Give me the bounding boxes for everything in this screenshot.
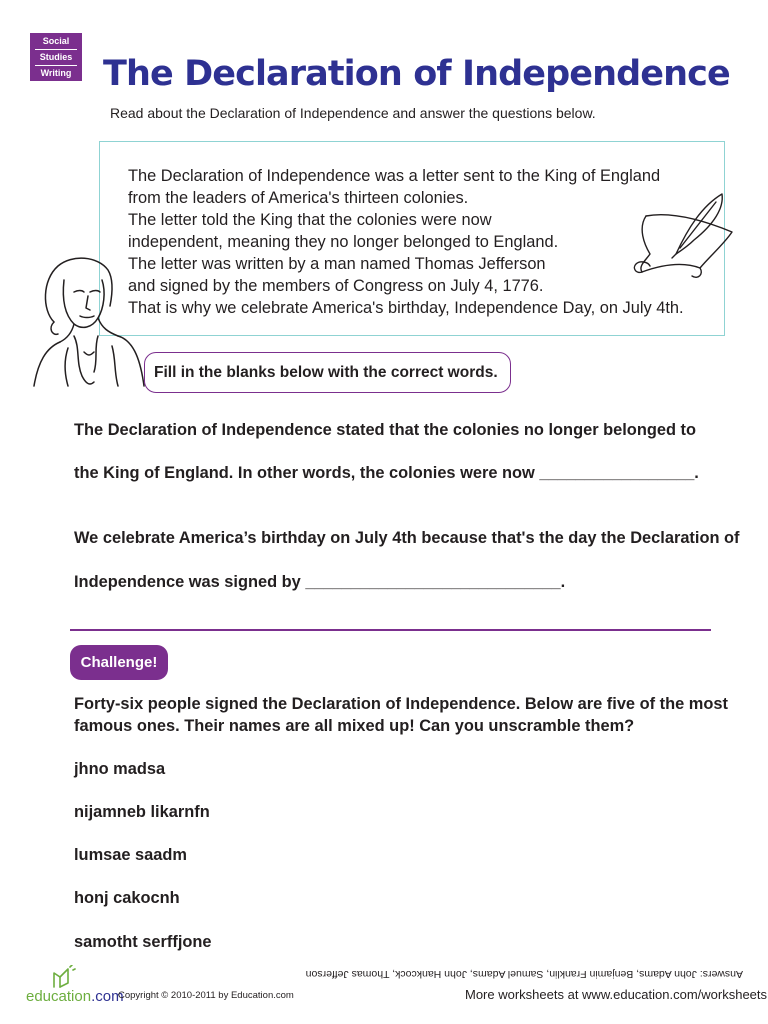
question-1-line-2: the King of England. In other words, the colonies were now _________________. — [74, 464, 699, 482]
page-title: The Declaration of Independence — [103, 54, 730, 94]
passage-line: independent, meaning they no longer belonged to England. — [128, 233, 559, 251]
scrambled-name: samotht serffjone — [74, 933, 212, 951]
fill-in-blanks-instruction: Fill in the blanks below with the correct words. — [144, 352, 511, 393]
challenge-text-line: Forty-six people signed the Declaration of Independence. Below are five of the most — [74, 695, 728, 713]
section-divider — [70, 629, 711, 631]
challenge-text-line: famous ones. Their names are all mixed up! Can you unscramble them? — [74, 717, 635, 735]
copyright-text: Copyright © 2010-2011 by Education.com — [118, 990, 294, 1001]
more-worksheets-link[interactable]: More worksheets at www.education.com/worksheets — [465, 987, 768, 1002]
passage-line: and signed by the members of Congress on July 4, 1776. — [128, 277, 544, 295]
education-logo-icon — [48, 965, 76, 989]
answer-key-upside-down: Answers: John Adams, Benjamin Franklin, Samuel Adams, John Hankcock, Thomas Jefferson — [305, 968, 743, 980]
scrambled-name: lumsae saadm — [74, 846, 187, 864]
passage-line: from the leaders of America's thirteen colonies. — [128, 189, 469, 207]
passage-text — [128, 165, 684, 319]
logo-word: education — [26, 988, 92, 1005]
badge-line-3: Writing — [40, 68, 72, 78]
badge-divider — [35, 65, 77, 66]
question-2-line-1: We celebrate America’s birthday on July 4th because that's the day the Declaration of — [74, 529, 740, 547]
passage-line: That is why we celebrate America's birthday, Independence Day, on July 4th. — [128, 299, 684, 317]
jefferson-portrait-icon — [28, 252, 152, 392]
instructions: Read about the Declaration of Independence and answer the questions below. — [110, 105, 596, 121]
question-1-line-1: The Declaration of Independence stated that the colonies no longer belonged to — [74, 421, 696, 439]
challenge-badge: Challenge! — [70, 645, 168, 680]
challenge-text — [74, 693, 728, 737]
badge-line-1: Social — [42, 36, 70, 46]
logo-suffix: .com — [91, 988, 124, 1005]
scrambled-name: nijamneb likarnfn — [74, 803, 210, 821]
badge-divider — [35, 49, 77, 50]
passage-line: The letter told the King that the colonies were now — [128, 211, 492, 229]
badge-line-2: Studies — [39, 52, 73, 62]
subject-badge — [30, 33, 82, 81]
scrambled-name: jhno madsa — [74, 760, 166, 778]
passage-line: The Declaration of Independence was a letter sent to the King of England — [128, 167, 661, 185]
education-logo[interactable] — [26, 988, 124, 1005]
scrambled-name: honj cakocnh — [74, 889, 180, 907]
passage-line: The letter was written by a man named Thomas Jefferson — [128, 255, 546, 273]
question-2-line-2: Independence was signed by ____________________________. — [74, 573, 566, 591]
